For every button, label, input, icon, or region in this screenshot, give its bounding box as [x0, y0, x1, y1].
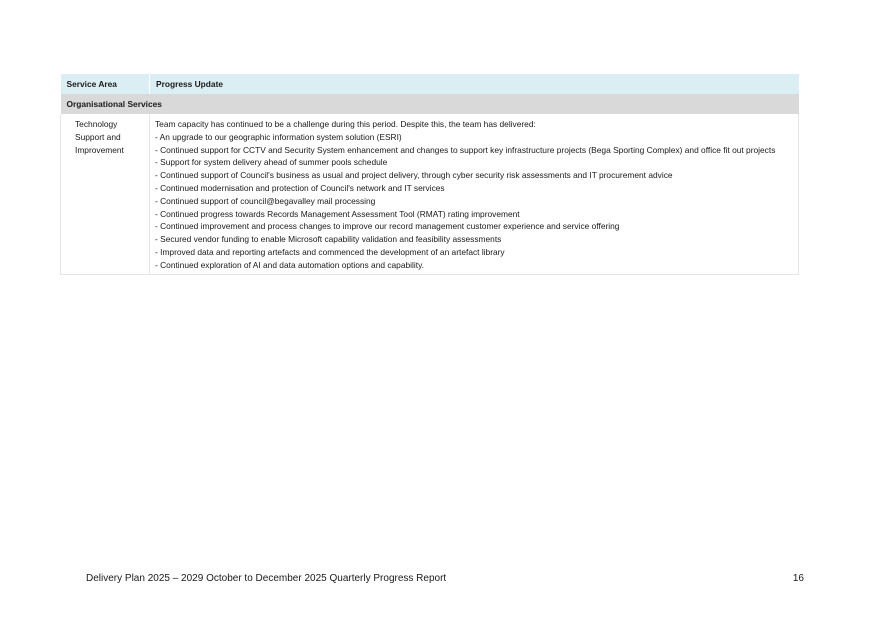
footer-report-title: Delivery Plan 2025 – 2029 October to December 2025 Quarterly Progress Report	[86, 573, 447, 584]
progress-item: - Continued modernisation and protection of Council's network and IT services	[155, 182, 445, 193]
progress-item: - Continued support of council@begavalley mail processing	[155, 195, 376, 206]
service-area-line: Technology	[75, 119, 118, 129]
progress-item: - Support for system delivery ahead of summer pools schedule	[155, 157, 388, 168]
progress-item: - Secured vendor funding to enable Microsoft capability validation and feasibility assessments	[155, 234, 502, 245]
progress-update-cell	[150, 114, 799, 274]
progress-item: - Continued support for CCTV and Security System enhancement and changes to support key infrastructure projects (Bega Sporting Complex) and office fit out projects	[155, 144, 776, 155]
progress-item: - Continued improvement and process changes to improve our record management customer experience and service offering	[155, 221, 620, 232]
progress-intro: Team capacity has continued to be a challenge during this period. Despite this, the team has delivered:	[155, 119, 536, 129]
progress-item: - Improved data and reporting artefacts and commenced the development of an artefact library	[155, 246, 505, 257]
section-row	[61, 94, 799, 114]
service-area-cell	[61, 114, 150, 274]
progress-items-list	[155, 131, 790, 272]
progress-item: - Continued support of Council's business as usual and project delivery, through cyber security risk assessments and IT procurement advice	[155, 170, 673, 181]
page-number: 16	[792, 573, 804, 584]
progress-item: - Continued exploration of AI and data automation options and capability.	[155, 259, 424, 270]
column-header-progress-update: Progress Update	[150, 74, 799, 94]
progress-item: - Continued progress towards Records Management Assessment Tool (RMAT) rating improvement	[155, 208, 520, 219]
service-area-line: Support and	[75, 131, 121, 142]
progress-item: - An upgrade to our geographic information system solution (ESRI)	[155, 131, 402, 142]
column-header-service-area: Service Area	[61, 74, 150, 94]
progress-report-table	[60, 74, 799, 275]
service-area-line: Improvement	[75, 144, 124, 155]
table-header-row	[61, 74, 799, 94]
section-title: Organisational Services	[61, 94, 799, 114]
table-row	[61, 114, 799, 274]
